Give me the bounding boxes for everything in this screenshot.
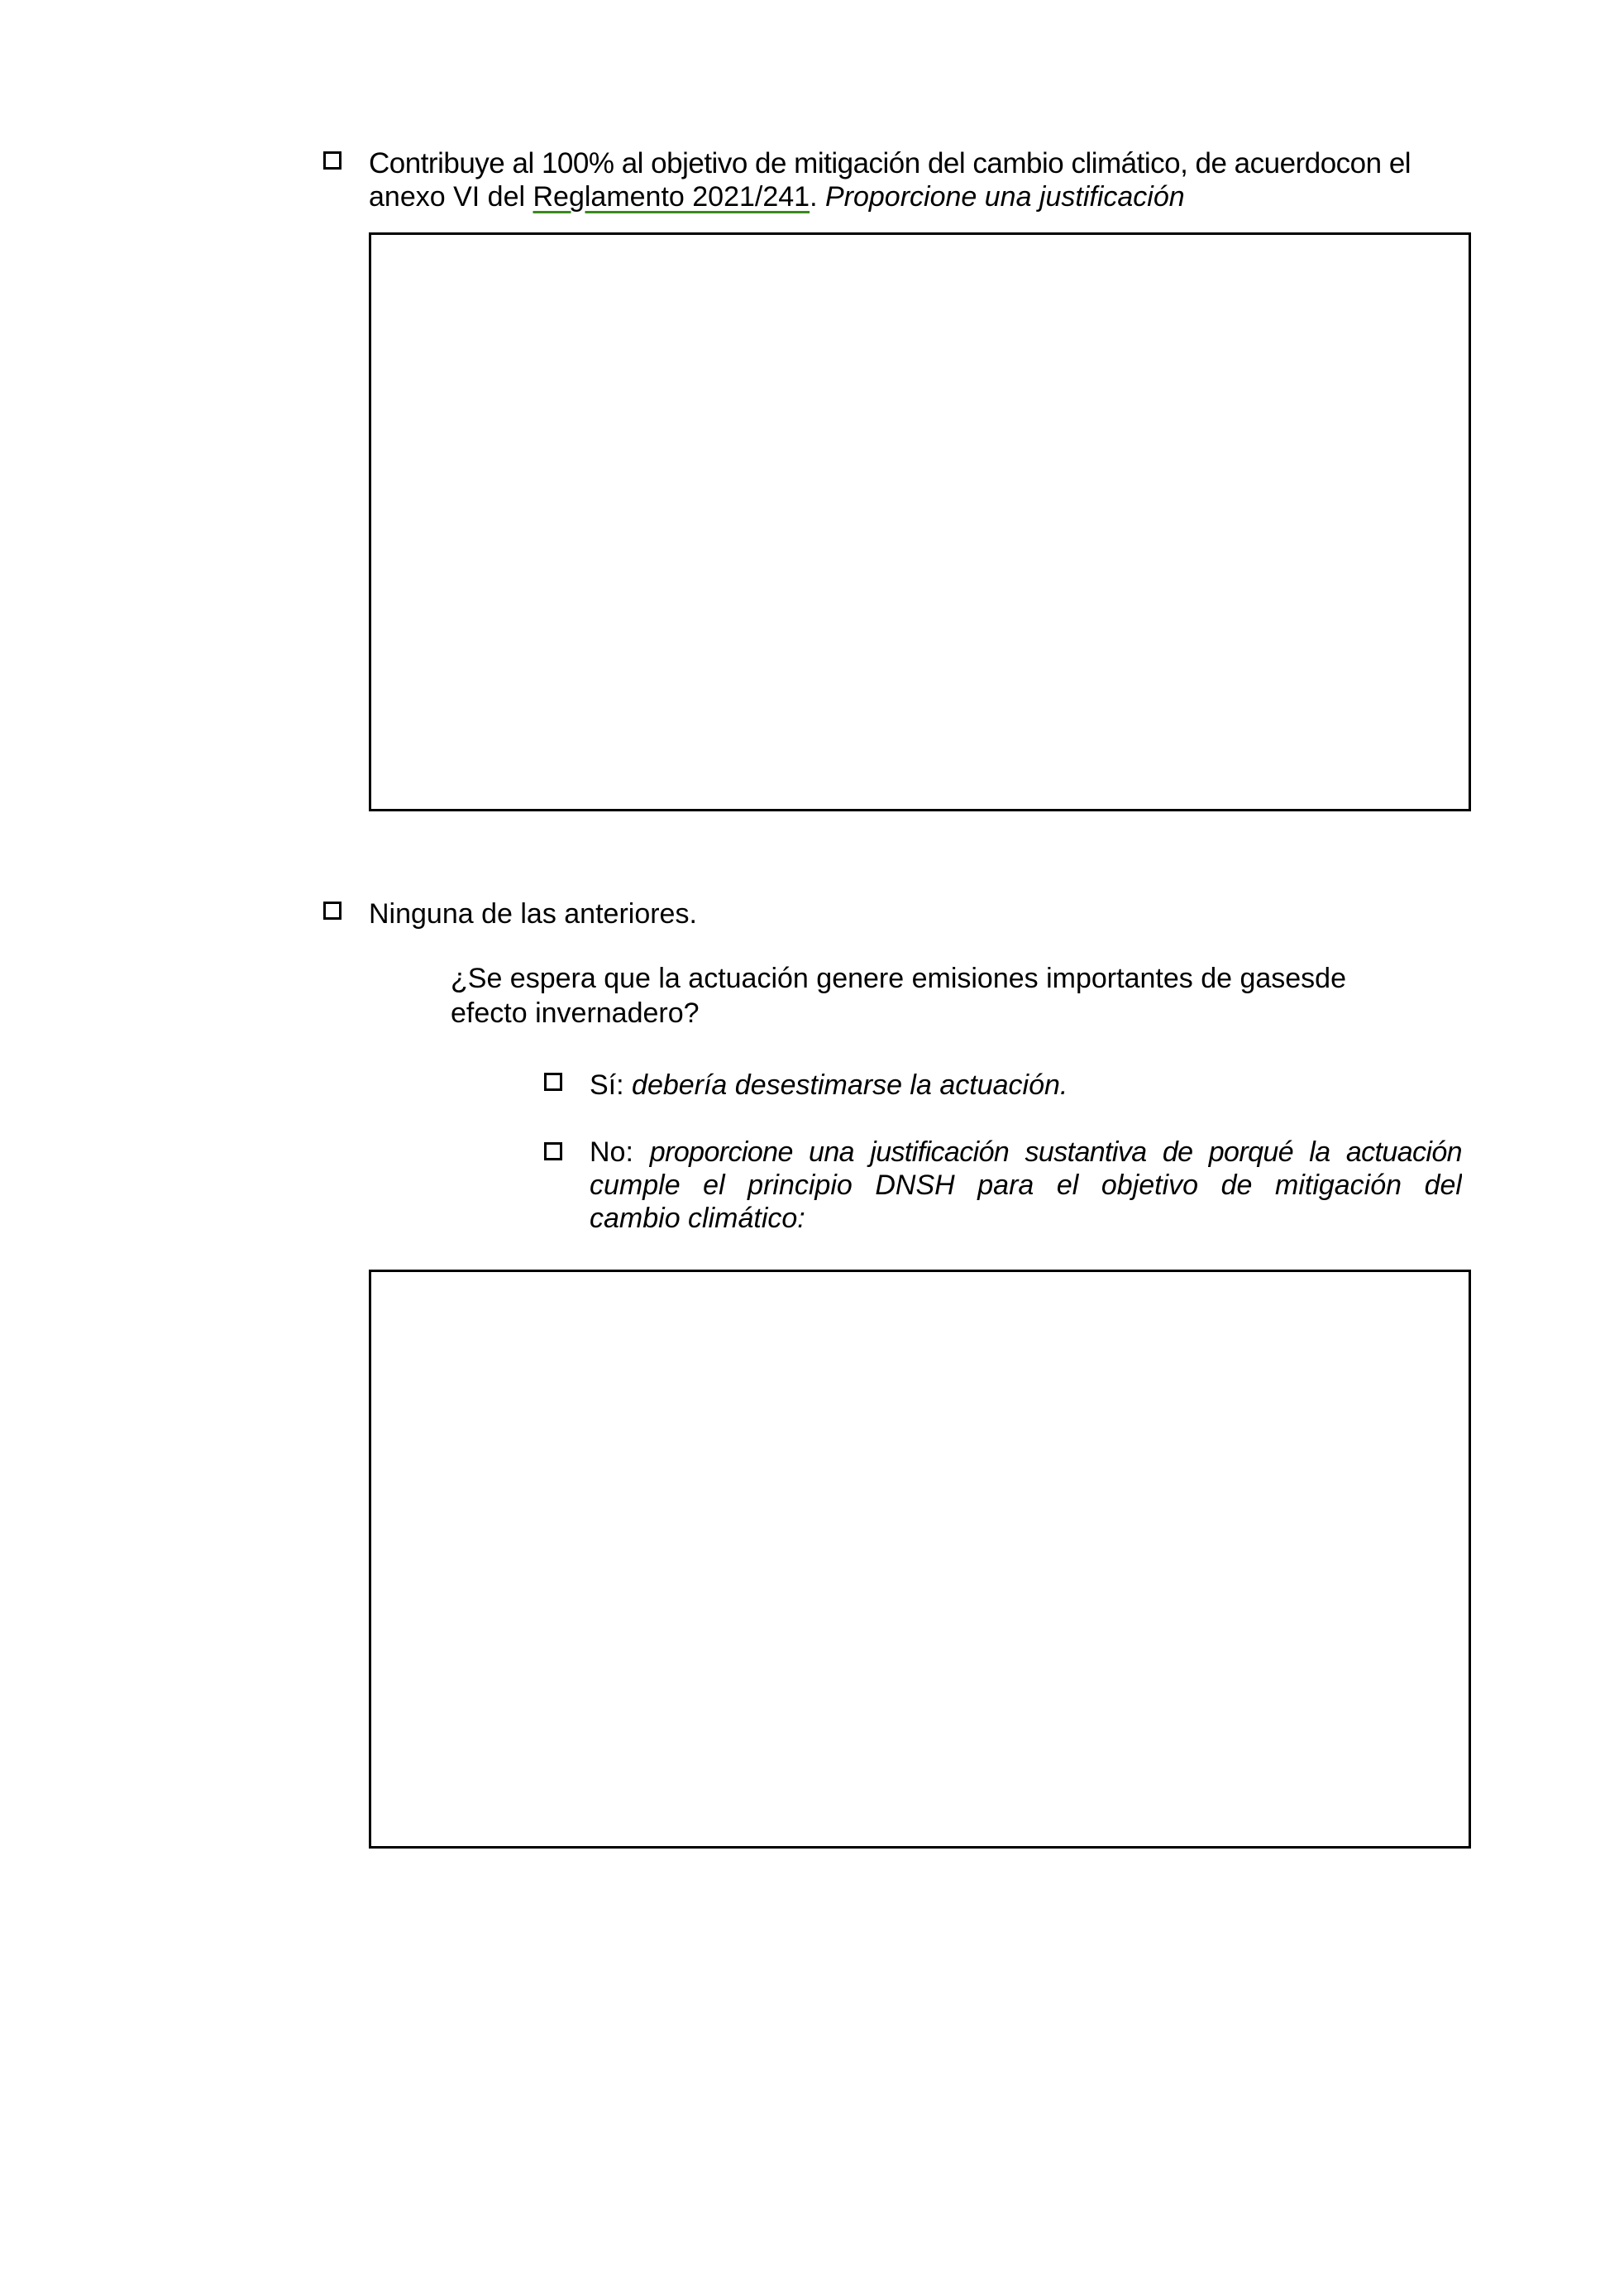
justification-input-1[interactable] <box>371 235 1469 809</box>
justification-box-1[interactable] <box>369 232 1471 811</box>
answer-no-line2 <box>590 1168 1462 1203</box>
justification-box-2[interactable] <box>369 1270 1471 1849</box>
option-contribuye-100-text-1: Contribuye al 100% al objetivo de mitigación del cambio climático, de acuerdocon el <box>369 147 1411 179</box>
answer-no-italic-1: proporcione una justificación sustantiva de porqué la actuación <box>649 1136 1462 1168</box>
option-ninguna-text: Ninguna de las anteriores. <box>369 898 697 930</box>
answer-no-line3 <box>590 1201 805 1236</box>
proporcione-justificacion-text: Proporcione una justificación <box>824 181 1185 213</box>
option-ninguna-label <box>369 897 697 931</box>
question-text-2: efecto invernadero? <box>451 997 700 1029</box>
answer-no-label: No: <box>590 1136 650 1168</box>
answer-si-italic: debería desestimarse la actuación. <box>632 1069 1068 1101</box>
question-line2 <box>451 996 700 1031</box>
reglamento-link[interactable]: Reglamento 2021/241 <box>533 181 810 213</box>
answer-si-checkbox[interactable] <box>544 1073 562 1091</box>
question-text-1: ¿Se espera que la actuación genere emisiones importantes de gasesde <box>451 963 1347 994</box>
option-contribuye-100-period: . <box>810 181 825 213</box>
answer-no-italic-2: cumple el principio DNSH para el objetivo de mitigación del <box>590 1170 1462 1201</box>
answer-si-label <box>590 1068 1068 1103</box>
option-contribuye-100-checkbox[interactable] <box>323 151 342 170</box>
answer-no-italic-3: cambio climático: <box>590 1203 805 1234</box>
justification-input-2[interactable] <box>371 1272 1469 1846</box>
option-contribuye-100-text-2: anexo VI del <box>369 181 533 213</box>
option-contribuye-100-line2 <box>369 179 1185 214</box>
question-line1 <box>451 961 1346 996</box>
option-ninguna-checkbox[interactable] <box>323 902 342 920</box>
answer-si-text: Sí: <box>590 1069 633 1101</box>
answer-no-line1 <box>590 1135 1462 1170</box>
answer-no-checkbox[interactable] <box>544 1142 562 1160</box>
option-contribuye-100-line1 <box>369 146 1411 181</box>
